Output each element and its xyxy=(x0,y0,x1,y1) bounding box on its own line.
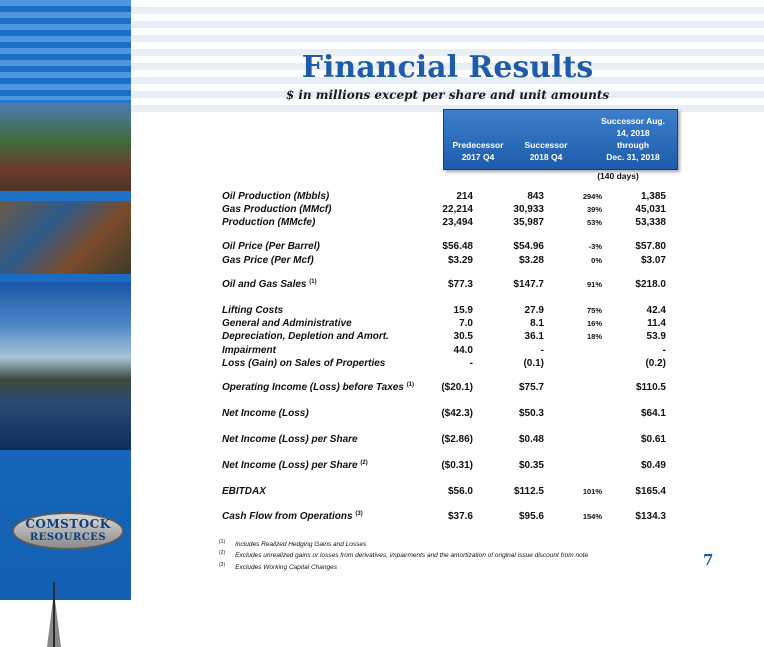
value-2017-q4: $3.29 xyxy=(447,255,473,266)
row-label xyxy=(222,241,320,252)
value-2017-q4: $77.3 xyxy=(447,279,473,290)
footnote-1 xyxy=(219,539,366,548)
row-label xyxy=(222,486,266,497)
percent-change: 39% xyxy=(586,205,602,214)
value-successor-period: $165.4 xyxy=(635,486,666,497)
left-sidebar xyxy=(0,0,131,600)
row-label xyxy=(222,217,315,228)
value-2018-q4: $3.28 xyxy=(518,255,544,266)
table-row xyxy=(222,331,666,344)
row-label-text: Oil and Gas Sales xyxy=(222,279,307,290)
value-2017-q4: ($0.31) xyxy=(441,460,473,471)
table-row xyxy=(222,279,666,292)
percent-change: 294% xyxy=(582,192,602,201)
drilling-site-photo xyxy=(0,103,131,191)
value-2018-q4: 30,933 xyxy=(513,204,544,215)
comstock-logo xyxy=(12,512,124,550)
value-successor-period: $64.1 xyxy=(640,408,666,419)
value-successor-period: - xyxy=(662,345,666,356)
value-2018-q4: $147.7 xyxy=(513,279,544,290)
column-header-successor-q4 xyxy=(512,139,580,163)
value-successor-period: 53.9 xyxy=(646,331,666,342)
table-row xyxy=(222,382,666,395)
value-2017-q4: 214 xyxy=(456,191,473,202)
percent-change: 53% xyxy=(586,218,602,227)
value-2017-q4: 22,214 xyxy=(442,204,473,215)
value-2018-q4: $50.3 xyxy=(518,408,544,419)
value-2017-q4: ($42.3) xyxy=(441,408,473,419)
row-label xyxy=(222,434,358,445)
col3-line2: 14, 2018 xyxy=(616,128,650,138)
percent-change: 154% xyxy=(582,512,602,521)
page-number: 7 xyxy=(703,551,714,569)
value-2017-q4: 15.9 xyxy=(453,305,473,316)
footnote-number: (1) xyxy=(219,539,226,545)
table-row xyxy=(222,255,666,268)
value-2017-q4: ($20.1) xyxy=(441,382,473,393)
row-label-text: Lifting Costs xyxy=(222,305,284,316)
table-row xyxy=(222,408,666,421)
row-label xyxy=(222,460,368,471)
row-label xyxy=(222,382,414,393)
row-label-text: EBITDAX xyxy=(222,486,266,497)
value-successor-period: $57.80 xyxy=(635,241,666,252)
value-2017-q4: $37.6 xyxy=(447,511,473,522)
value-2017-q4: $56.48 xyxy=(442,241,473,252)
row-label-text: Impairment xyxy=(222,345,276,356)
row-label xyxy=(222,204,331,215)
row-label-text: Loss (Gain) on Sales of Properties xyxy=(222,358,386,369)
row-label-text: Oil Production (Mbbls) xyxy=(222,191,330,202)
value-2017-q4: ($2.86) xyxy=(441,434,473,445)
col2-line1: Successor xyxy=(524,140,568,150)
footnote-ref: (2) xyxy=(360,460,368,466)
percent-change: 16% xyxy=(586,319,602,328)
table-row xyxy=(222,345,666,358)
value-2018-q4: $75.7 xyxy=(518,382,544,393)
percent-change: 91% xyxy=(586,280,602,289)
table-row xyxy=(222,204,666,217)
col3-line4: Dec. 31, 2018 xyxy=(606,152,660,162)
row-label xyxy=(222,331,389,342)
value-successor-period: (0.2) xyxy=(645,358,666,369)
col1-line1: Predecessor xyxy=(452,140,504,150)
row-label-text: Oil Price (Per Barrel) xyxy=(222,241,320,252)
value-2017-q4: 44.0 xyxy=(453,345,473,356)
logo-line1: COMSTOCK xyxy=(25,517,111,531)
value-2017-q4: - xyxy=(469,358,473,369)
rig-tower-icon xyxy=(47,582,61,647)
row-label xyxy=(222,511,363,522)
footnote-number: (3) xyxy=(219,562,226,568)
value-successor-period: 45,031 xyxy=(635,204,666,215)
value-2018-q4: 35,987 xyxy=(513,217,544,228)
col3-line1: Successor Aug. xyxy=(601,116,665,126)
row-label xyxy=(222,279,317,290)
table-row xyxy=(222,358,666,371)
period-days-note: (140 days) xyxy=(597,171,639,181)
value-successor-period: 42.4 xyxy=(646,305,666,316)
row-label-text: Net Income (Loss) per Share xyxy=(222,460,358,471)
table-row xyxy=(222,305,666,318)
footnote-ref: (3) xyxy=(355,511,363,517)
drilling-rig-lake-photo xyxy=(0,282,131,450)
value-2017-q4: 30.5 xyxy=(453,331,473,342)
value-2018-q4: 8.1 xyxy=(530,318,544,329)
row-label xyxy=(222,191,329,202)
row-label-text: Operating Income (Loss) before Taxes xyxy=(222,382,404,393)
value-2018-q4: $0.35 xyxy=(518,460,544,471)
value-2018-q4: (0.1) xyxy=(523,358,544,369)
footnote-number: (2) xyxy=(219,550,226,556)
rig-worker-photo xyxy=(0,201,131,274)
row-label-text: Production (MMcfe) xyxy=(222,217,316,228)
table-row xyxy=(222,486,666,499)
row-label-text: Net Income (Loss) per Share xyxy=(222,434,358,445)
col2-line2: 2018 Q4 xyxy=(529,152,563,162)
value-2018-q4: 843 xyxy=(527,191,544,202)
value-successor-period: $0.61 xyxy=(640,434,666,445)
row-label-text: Cash Flow from Operations xyxy=(222,511,353,522)
page-subtitle: $ in millions except per share and unit amounts xyxy=(285,88,610,102)
page-title: Financial Results xyxy=(301,50,594,85)
value-successor-period: $3.07 xyxy=(640,255,666,266)
value-successor-period: 53,338 xyxy=(635,217,666,228)
value-2018-q4: $0.48 xyxy=(518,434,544,445)
row-label xyxy=(222,345,276,356)
footnote-text: Excludes Working Capital Changes xyxy=(235,564,338,572)
table-row xyxy=(222,191,666,204)
value-successor-period: 11.4 xyxy=(647,318,666,329)
table-row xyxy=(222,241,666,254)
sidebar-stripes xyxy=(0,0,131,100)
value-2017-q4: 7.0 xyxy=(459,318,473,329)
percent-change: 101% xyxy=(582,487,602,496)
col1-line2: 2017 Q4 xyxy=(461,152,495,162)
value-2018-q4: 27.9 xyxy=(524,305,544,316)
value-successor-period: $134.3 xyxy=(635,511,666,522)
value-successor-period: $110.5 xyxy=(635,382,666,393)
value-2018-q4: $112.5 xyxy=(513,486,544,497)
row-label xyxy=(222,408,309,419)
row-label-text: Gas Production (MMcf) xyxy=(222,204,332,215)
table-row xyxy=(222,434,666,447)
column-header-successor-period xyxy=(590,115,676,163)
row-label-text: Depreciation, Depletion and Amort. xyxy=(222,331,389,342)
value-2018-q4: $54.96 xyxy=(513,241,544,252)
percent-change: 75% xyxy=(586,306,602,315)
table-row xyxy=(222,318,666,331)
row-label xyxy=(222,318,352,329)
footnote-text: Includes Realized Hedging Gains and Losses xyxy=(235,541,367,549)
value-2018-q4: - xyxy=(540,345,544,356)
footnote-3 xyxy=(219,562,337,571)
footnote-ref: (1) xyxy=(309,279,317,285)
value-2018-q4: $95.6 xyxy=(518,511,544,522)
footnote-2 xyxy=(219,550,588,559)
table-row xyxy=(222,460,666,473)
logo-line2: RESOURCES xyxy=(29,532,107,543)
value-2018-q4: 36.1 xyxy=(524,331,544,342)
value-2017-q4: $56.0 xyxy=(447,486,473,497)
value-2017-q4: 23,494 xyxy=(442,217,473,228)
column-header-box xyxy=(443,109,678,170)
row-label-text: Net Income (Loss) xyxy=(222,408,309,419)
footnote-text: Excludes unrealized gains or losses from derivatives, impairments and the amortization of original issue discount from note xyxy=(235,552,589,560)
value-successor-period: $0.49 xyxy=(640,460,666,471)
table-row xyxy=(222,217,666,230)
value-successor-period: $218.0 xyxy=(635,279,666,290)
col3-line3: through xyxy=(616,140,650,150)
row-label xyxy=(222,305,283,316)
footnote-ref: (1) xyxy=(406,382,415,388)
percent-change: 0% xyxy=(591,256,602,265)
column-header-predecessor xyxy=(444,139,512,163)
percent-change: 18% xyxy=(586,332,602,341)
table-row xyxy=(222,511,666,524)
row-label xyxy=(222,255,314,266)
row-label xyxy=(222,358,385,369)
value-successor-period: 1,385 xyxy=(640,191,666,202)
percent-change: -3% xyxy=(588,242,602,251)
row-label-text: Gas Price (Per Mcf) xyxy=(222,255,314,266)
row-label-text: General and Administrative xyxy=(222,318,352,329)
